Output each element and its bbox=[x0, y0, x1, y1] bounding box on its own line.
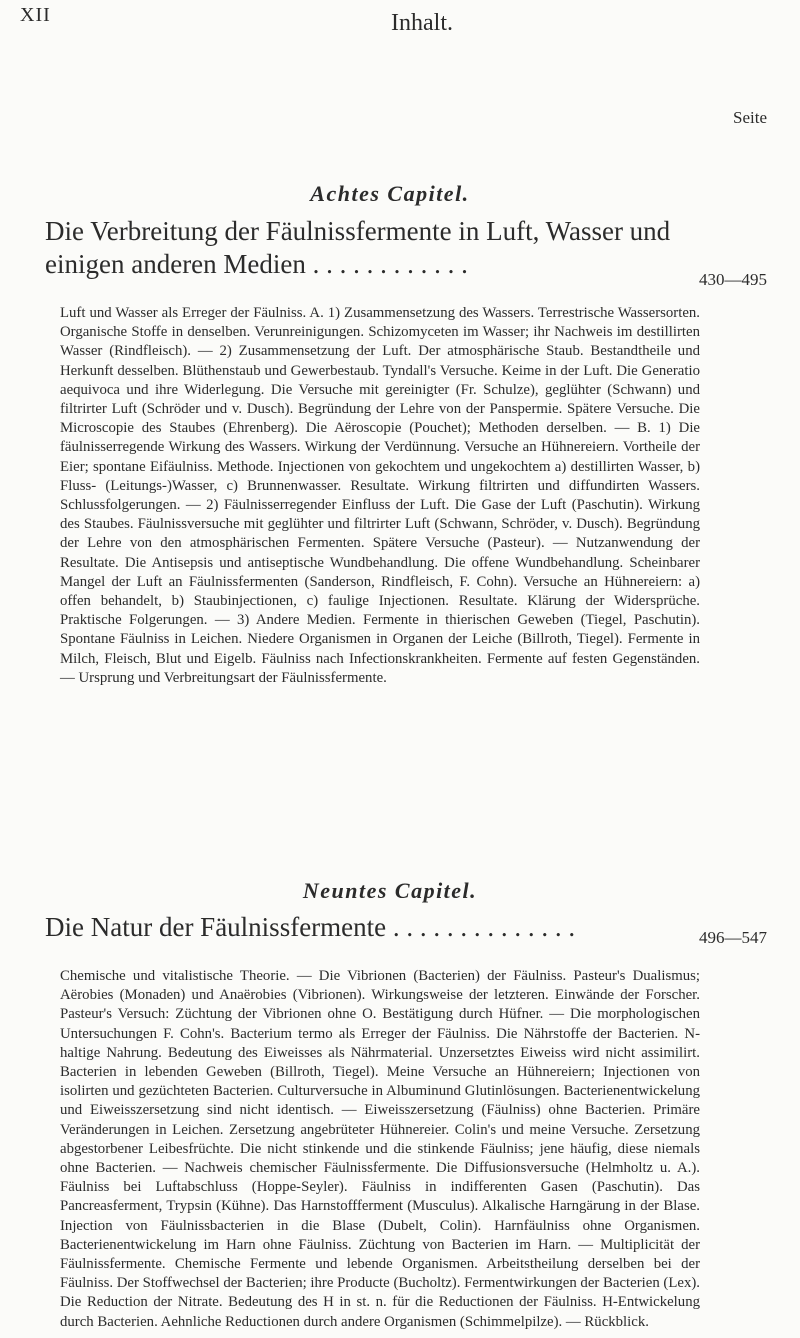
chapter-8-title: Die Verbreitung der Fäulnissfermente in Luft, Wasser und einigen anderen Medien . . . . . . . . . . . . bbox=[45, 216, 671, 279]
chapter-9-page-range: 496—547 bbox=[699, 928, 767, 947]
chapter-8-summary: Luft und Wasser als Erreger der Fäulniss. A. 1) Zusammensetzung des Wassers. Terrestrische Wassersorten. Organische Stoffe in denselben. Verunreinigungen. Schizomyceten im Wasser; ihr Nachweis im destillirten Wasser (Rindfleisch). — 2) Zusammensetzung der Luft. Der atmosphärische Staub. Bestandtheile und Herkunft desselben. Blüthenstaub und Gewerbestaub. Tyndall's Versuche. Keime in der Luft. Die Generatio aequivoca und ihre Widerlegung. Die Versuche mit gereinigter (Fr. Schulze), geglühter (Schwann) und filtrirter Luft (Schröder und v. Dusch). Begründung der Lehre von der Panspermie. Spätere Versuche. Die Microscopie des Staubes (Ehrenberg). Die Aëroscopie (Pouchet); Methoden derselben. — B. 1) Die fäulnisserregende Wirkung des Wassers. Wirkung der Verdünnung. Versuche an Hühnereiern. Vortheile der Eier; spontane Eifäulniss. Methode. Injectionen von gekochtem und ungekochtem a) destillirten Wasser, b) Fluss- (Leitungs-)Wasser, c) Brunnenwasser. Resultate. Wirkung filtrirten und diffundirten Wassers. Schlussfolgerungen. — 2) Fäulnisserregender Einfluss der Luft. Die Gase der Luft (Paschutin). Wirkung des Staubes. Fäulnissversuche mit geglühter und filtrirter Luft (Schwann, Schröder, v. Dusch). Begründung der Lehre von den atmosphärischen Fermenten. Spätere Versuche (Pasteur). — Nutzanwendung der Resultate. Die Antisepsis und antiseptische Wundbehandlung. Die offene Wundbehandlung. Scheinbarer Mangel der Luft an Fäulnissfermenten (Sanderson, Rindfleisch, F. Cohn). Versuche an Hühnereiern: a) offen behandelt, b) Staubinjectionen, c) faulige Injectionen. Resultate. Klärung der Widersprüche. Praktische Folgerungen. — 3) Andere Medien. Fermente in thierischen Geweben (Tiegel, Paschutin). Spontane Fäulniss in Leichen. Niedere Organismen in Organen der Leiche (Billroth, Tiegel). Fermente in Milch, Fleisch, Blut und Eigelb. Fäulniss nach Infectionskrankheiten. Fermente auf festen Gegenständen. — Ursprung und Verbreitungsart der Fäulnissfermente. bbox=[60, 305, 700, 686]
chapter-9-summary: Chemische und vitalistische Theorie. — Die Vibrionen (Bacterien) der Fäulniss. Pasteur's Dualismus; Aërobies (Monaden) und Anaërobies (Vibrionen). Wirkungsweise der letzteren. Einwände der Forscher. Pasteur's Versuch: Züchtung der Vibrionen ohne O. Bestätigung durch Hüfner. — Die morphologischen Untersuchungen F. Cohn's. Bacterium termo als Erreger der Fäulniss. Die Nährstoffe der Bacterien. N-haltige Nahrung. Bedeutung des Eiweisses als Nährmaterial. Unzersetztes Eiweiss wird nicht assimilirt. Bacterien in lebenden Geweben (Billroth, Tiegel). Meine Versuche an Hühnereiern; Injectionen von isolirten und gezüchteten Bacterien. Culturversuche in Albuminund Glutinlösungen. Bacterienentwickelung und Eiweisszersetzung sind nicht identisch. — Eiweisszersetzung (Fäulniss) ohne Bacterien. Primäre Veränderungen in Leichen. Zersetzung angebrüteter Hühnereier. Colin's und meine Versuche. Zersetzung abgestorbener Leibesfrüchte. Die nicht stinkende und die stinkende Fäulniss; jene häufig, diese niemals ohne Bacterien. — Nachweis chemischer Fäulnissfermente. Die Diffusionsversuche (Helmholtz u. A.). Fäulniss bei Luftabschluss (Hoppe-Seyler). Fäulniss in indifferenten Gasen (Paschutin). Das Pancreasferment, Trypsin (Kühne). Das Harnstoffferment (Musculus). Alkalische Harngärung in der Blase. Injection von Fäulnissbacterien in die Blase (Dubelt, Colin). Harnfäulniss ohne Organismen. Bacterienentwickelung im Harn ohne Fäulniss. Züchtung von Bacterien im Harn. — Multiplicität der Fäulnissfermente. Chemische Fermente und lebende Organismen. Arbeitstheilung derselben bei der Fäulniss. Der Stoffwechsel der Bacterien; ihre Producte (Bucholtz). Fermentwirkungen der Bacterien (Lex). Die Reduction der Nitrate. Bedeutung des H in st. n. für die Reductionen der Fäulniss. H-Entwickelung durch Bacterien. Aehnliche Reductionen durch andere Organismen (Schimmelpilze). — Rückblick. bbox=[60, 968, 700, 1330]
chapter-9-title: Die Natur der Fäulnissfermente . . . . . . . . . . . . . . bbox=[45, 912, 576, 942]
chapter-9-heading: Neuntes Capitel. bbox=[302, 878, 478, 903]
page-folio: XII bbox=[20, 4, 51, 26]
running-title: Inhalt. bbox=[391, 10, 453, 36]
chapter-8-heading: Achtes Capitel. bbox=[310, 181, 470, 206]
chapter-8-page-range: 430—495 bbox=[699, 270, 767, 289]
seite-label: Seite bbox=[733, 108, 767, 127]
